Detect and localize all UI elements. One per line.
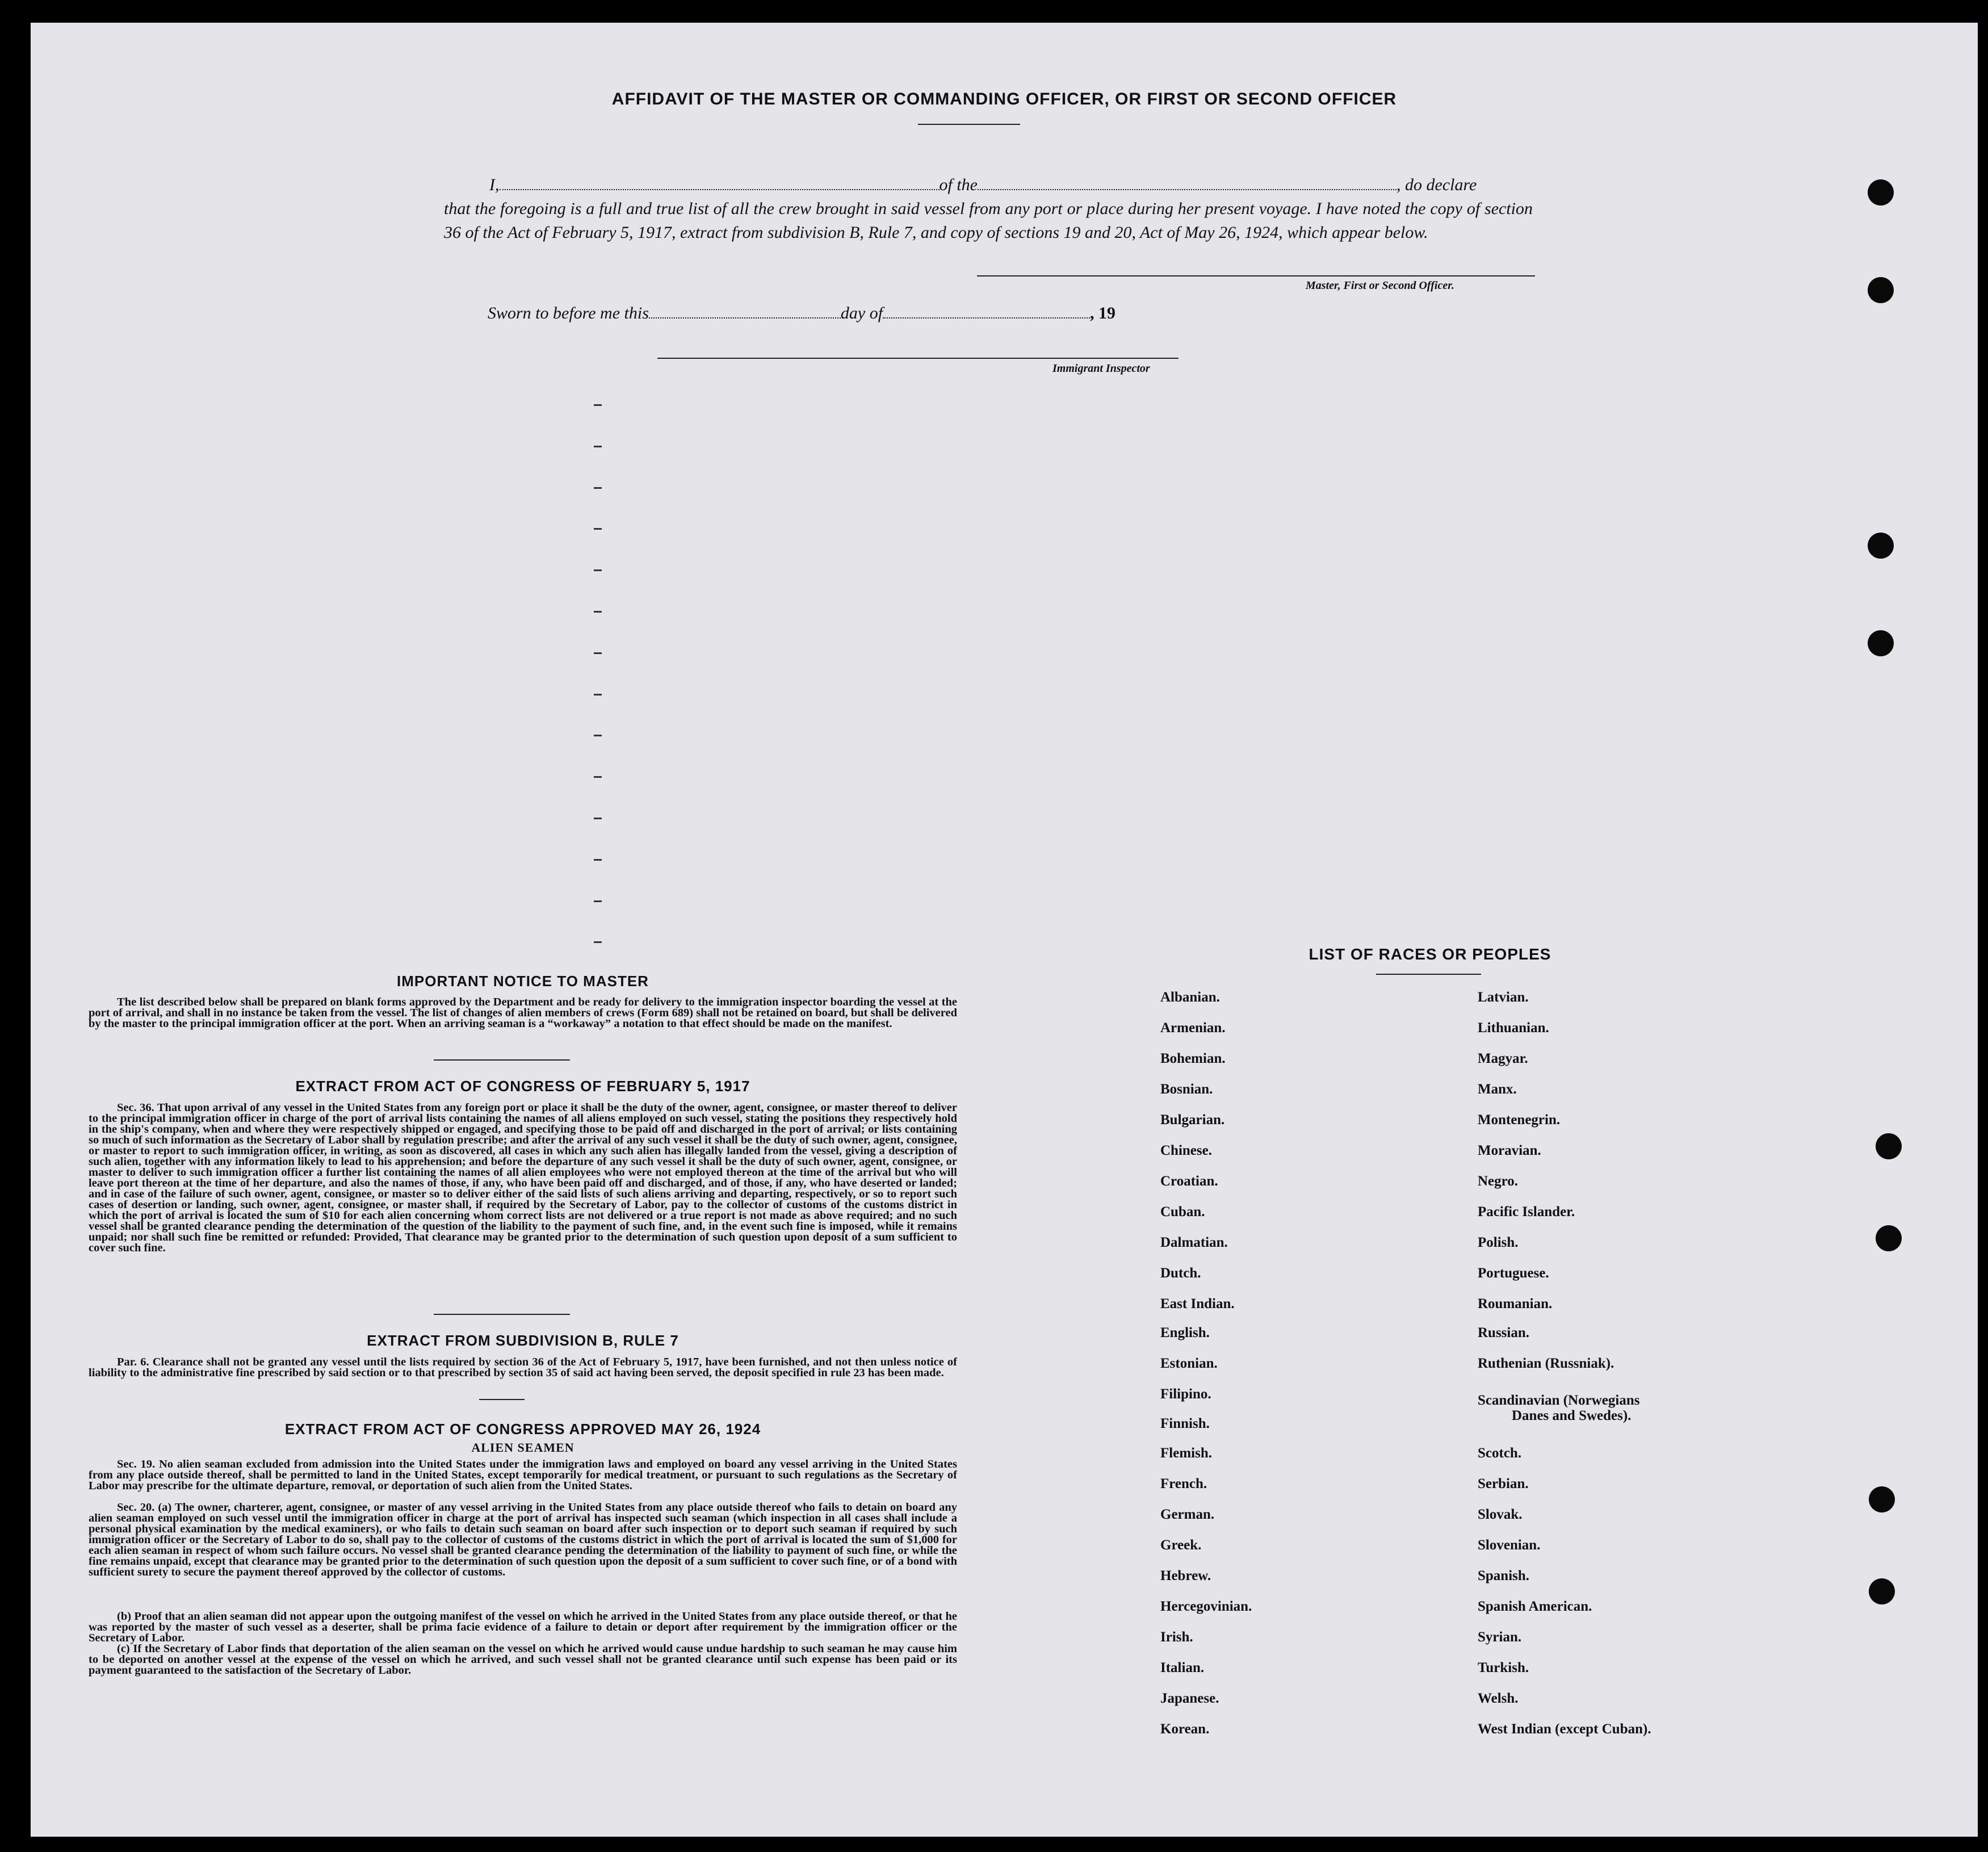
race-item: Negro. <box>1478 1174 1519 1189</box>
race-item: Scandinavian (Norwegians <box>1478 1393 1640 1408</box>
race-item: Italian. <box>1160 1660 1205 1675</box>
race-item: Hercegovinian. <box>1160 1599 1252 1614</box>
extract-1917-text: Sec. 36. That upon arrival of any vessel in the United States from any foreign port or place it shall be the duty of the owner, agent, consignee, or master thereof to deliver to the principal immigration officer in charge of the port of arrival lists containing the names of all aliens employed on such vessel, stating the positions they respectively hold in the ship's company, when and where they were respectively shipped or engaged, and specifying those to be paid off and discharged in the port of arrival; or lists containing so much of such information as the Secretary of Labor shall by regulation prescribe; and after the arrival of any such vessel it shall be the duty of such owner, agent, consignee, or master to report to such immigration officer, in writing, as soon as discovered, all cases in which any such alien has illegally landed from the vessel, giving a description of such alien, together with any information likely to lead to his apprehension; and before the departure of any such vessel it shall be the duty of such owner, agent, consignee, or master to deliver to such immigration officer a further list containing the names of all alien employees who were not employed thereon at the time of the arrival but who will leave port thereon at the time of her departure, and also the names of those, if any, who have been paid off and discharged, and of those, if any, who have deserted or landed; and in case of the failure of such owner, agent, consignee, or master so to deliver either of the said lists of such aliens arriving and departing, respectively, or so to report such cases of desertion or landing, such owner, agent, consignee, or master shall, if required by the Secretary of Labor, pay to the collector of customs of the customs district in which the port of arrival is located the sum of $10 for each alien concerning whom correct lists are not delivered or a true report is not made as above required; and no such vessel shall be granted clearance pending the determination of the question of the liability to the payment of such fine, and, in the event such fine is imposed, while it remains unpaid; nor shall such fine be remitted or refunded: Provided, That clearance may be granted prior to the determination of such question upon deposit of a sum sufficient to cover such fine. <box>89 1101 957 1254</box>
race-item: Dalmatian. <box>1160 1235 1228 1250</box>
affidavit-body <box>444 173 1533 245</box>
do-declare-label: , do declare <box>1396 175 1477 194</box>
race-item: Danes and Swedes). <box>1512 1408 1631 1423</box>
race-item: Magyar. <box>1478 1051 1528 1066</box>
race-item: Welsh. <box>1478 1691 1519 1706</box>
race-item: Irish. <box>1160 1629 1193 1645</box>
race-item: Russian. <box>1478 1325 1530 1340</box>
divider <box>434 1314 570 1315</box>
inspector-signature-line[interactable] <box>657 358 1178 359</box>
day-of-label: day of <box>840 304 883 322</box>
race-item: Hebrew. <box>1160 1568 1211 1583</box>
race-item: Flemish. <box>1160 1445 1212 1461</box>
extract-1917-title: EXTRACT FROM ACT OF CONGRESS OF FEBRUARY 5, 1917 <box>295 1078 750 1095</box>
races-title-underline <box>1376 974 1481 975</box>
punch-hole-icon <box>1869 1578 1895 1604</box>
race-item: West Indian (except Cuban). <box>1478 1721 1651 1737</box>
race-item: Bulgarian. <box>1160 1112 1225 1128</box>
punch-hole-icon <box>1868 630 1894 656</box>
punch-hole-icon <box>1876 1225 1902 1251</box>
notice-title: IMPORTANT NOTICE TO MASTER <box>397 973 649 990</box>
inspector-caption: Immigrant Inspector <box>1052 362 1150 375</box>
race-item: Bosnian. <box>1160 1082 1213 1097</box>
races-title: LIST OF RACES OR PEOPLES <box>1308 945 1551 963</box>
master-signature-caption: Master, First or Second Officer. <box>1306 279 1454 292</box>
race-item: Albanian. <box>1160 990 1220 1005</box>
race-item: Cuban. <box>1160 1204 1205 1220</box>
race-item: Chinese. <box>1160 1143 1212 1158</box>
sworn-month-field[interactable] <box>883 317 1090 319</box>
race-item: Estonian. <box>1160 1356 1218 1371</box>
race-item: Armenian. <box>1160 1020 1226 1036</box>
race-item: Montenegrin. <box>1478 1112 1561 1128</box>
punch-hole-icon <box>1868 533 1894 559</box>
sec20c-text: (c) If the Secretary of Labor finds that deportation of the alien seaman on the vessel on which he arrived would cause undue hardship to such seaman he may cause him to be deported on another vessel at the expense of the vessel on which he arrived, and such vessel shall not be granted clearance until such expense has been paid or its payment guaranteed to the satisfaction of the Secretary of Labor. <box>89 1643 957 1677</box>
punch-hole-icon <box>1876 1133 1902 1159</box>
affidavit-text: that the foregoing is a full and true list of all the crew brought in said vessel from any port or place during her present voyage. I have noted the copy of section 36 of the Act of February 5, 1917, extract from subdivision B, Rule 7, and copy of sections 19 and 20, Act of May 26, 1924, which appear below. <box>444 199 1533 242</box>
sec19-text: Sec. 19. No alien seaman excluded from admission into the United States under the immigration laws and employed on board any vessel arriving in the United States from any place outside thereof, shall be permitted to land in the United States, except temporarily for medical treatment, or pursuant to such regulations as the Secretary of Labor may prescribe for the ultimate departure, removal, or deportation of such alien from the United States. <box>89 1458 957 1492</box>
sworn-day-field[interactable] <box>649 317 841 319</box>
race-item: Moravian. <box>1478 1143 1541 1158</box>
race-item: Ruthenian (Russniak). <box>1478 1356 1614 1371</box>
title-underline <box>918 124 1020 125</box>
race-item: Roumanian. <box>1478 1296 1553 1312</box>
race-item: Korean. <box>1160 1721 1210 1737</box>
affidavit-title: AFFIDAVIT OF THE MASTER OR COMMANDING OFFICER, OR FIRST OR SECOND OFFICER <box>611 90 1397 108</box>
race-item: Croatian. <box>1160 1174 1218 1189</box>
sec20b-text: (b) Proof that an alien seaman did not appear upon the outgoing manifest of the vessel on which he arrived in the United States from any place outside thereof, or that he was reported by the master of such vessel as a deserter, shall be prima facie evidence of a failure to detain or deport after requirement by the immigration officer or the Secretary of Labor. <box>89 1610 957 1644</box>
notice-text: The list described below shall be prepared on blank forms approved by the Department and be ready for delivery to the immigration inspector boarding the vessel at the port of arrival, and shall in no instance be taken from the vessel. The list of changes of alien members of crews (Form 689) shall not be retained on board, but shall be delivered by the master to the principal immigration officer at the port. When an arriving seaman is a “workaway” a notation to that effect should be made on the manifest. <box>89 996 957 1030</box>
race-item: Slovenian. <box>1478 1537 1541 1553</box>
master-signature-line[interactable] <box>977 275 1535 276</box>
race-item: Latvian. <box>1478 990 1529 1005</box>
punch-hole-icon <box>1868 277 1894 303</box>
race-item: German. <box>1160 1507 1215 1522</box>
divider <box>434 1059 570 1061</box>
form-sheet <box>31 23 1978 1837</box>
divider <box>479 1399 525 1400</box>
year-prefix: , 19 <box>1090 304 1116 322</box>
race-item: Portuguese. <box>1478 1266 1549 1281</box>
vessel-name-field[interactable] <box>978 189 1396 190</box>
extract-1924-title: EXTRACT FROM ACT OF CONGRESS APPROVED MAY 26, 1924 <box>284 1421 761 1438</box>
race-item: Lithuanian. <box>1478 1020 1549 1036</box>
race-item: Manx. <box>1478 1082 1517 1097</box>
race-item: French. <box>1160 1476 1207 1491</box>
rule7-text: Par. 6. Clearance shall not be granted any vessel until the lists required by section 36 of the Act of February 5, 1917, have been furnished, and not then unless notice of liability to the administrative fine prescribed by said section or to that prescribed by section 35 of said act having been served, the deposit specified in rule 23 has been made. <box>89 1356 957 1379</box>
race-item: Slovak. <box>1478 1507 1523 1522</box>
race-item: Syrian. <box>1478 1629 1522 1645</box>
race-item: Spanish. <box>1478 1568 1530 1583</box>
race-item: Pacific Islander. <box>1478 1204 1575 1220</box>
of-the-label: of the <box>939 175 978 194</box>
race-item: Spanish American. <box>1478 1599 1592 1614</box>
race-item: East Indian. <box>1160 1296 1235 1312</box>
race-item: Finnish. <box>1160 1416 1210 1431</box>
race-item: English. <box>1160 1325 1210 1340</box>
punch-hole-icon <box>1868 179 1894 206</box>
sworn-prefix: Sworn to before me this <box>488 304 649 322</box>
sworn-line <box>488 304 1115 323</box>
punch-hole-icon <box>1869 1486 1895 1512</box>
race-item: Turkish. <box>1478 1660 1529 1675</box>
race-item: Polish. <box>1478 1235 1519 1250</box>
race-item: Japanese. <box>1160 1691 1219 1706</box>
race-item: Greek. <box>1160 1537 1202 1553</box>
rule7-title: EXTRACT FROM SUBDIVISION B, RULE 7 <box>367 1332 679 1349</box>
race-item: Scotch. <box>1478 1445 1522 1461</box>
sec20a-text: Sec. 20. (a) The owner, charterer, agent, consignee, or master of any vessel arriving in the United States from any place outside thereof who fails to detain on board any alien seaman employed on such vessel until the immigration officer in charge at the port of arrival has inspected such seaman (which inspection in all cases shall include a personal physical examination by the medical examiners), or who fails to detain such seaman on board after such inspection or to deport such seaman if required by such immigration officer or the Secretary of Labor to do so, shall pay to the collector of customs of the customs district in which the port of arrival is located the sum of $1,000 for each alien seaman in respect of whom such failure occurs. No vessel shall be granted clearance pending the determination of the liability to payment of such fine, or while the fine remains unpaid, except that clearance may be granted prior to the determination of such question upon the deposit of a sum sufficient to cover such fine, or of a bond with sufficient surety to secure the payment thereof approved by the collector of customs. <box>89 1501 957 1578</box>
race-item: Bohemian. <box>1160 1051 1226 1066</box>
officer-name-field[interactable] <box>500 189 940 190</box>
race-item: Serbian. <box>1478 1476 1529 1491</box>
race-item: Filipino. <box>1160 1386 1211 1402</box>
pronoun-label: I, <box>489 175 500 194</box>
extract-1924-subtitle: ALIEN SEAMEN <box>471 1440 574 1455</box>
race-item: Dutch. <box>1160 1266 1201 1281</box>
